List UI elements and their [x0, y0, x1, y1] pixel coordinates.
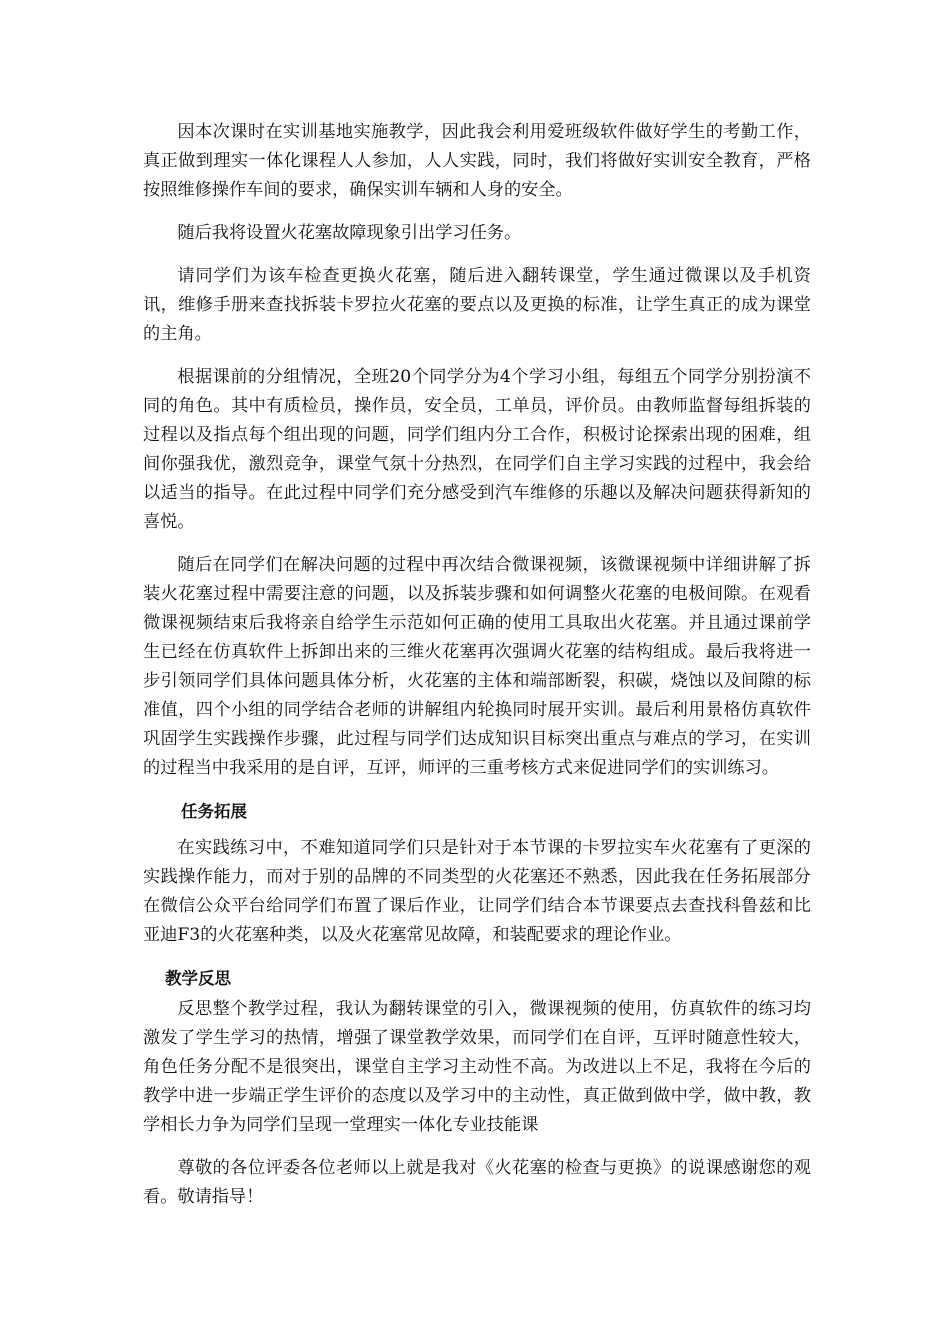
- document-page: [143, 118, 811, 1226]
- paragraph-attendance-safety: 因本次课时在实训基地实施教学，因此我会利用爱班级软件做好学生的考勤工作，真正做到理实一体化课程人人参加，人人实践，同时，我们将做好实训安全教育，严格按照维修操作车间的要求，确保实训车辆和人身的安全。: [143, 122, 811, 200]
- paragraph-task-extension: 在实践练习中，不难知道同学们只是针对于本节课的卡罗拉实车火花塞有了更深的实践操作能力，而对于别的品牌的不同类型的火花塞还不熟悉，因此我在任务拓展部分在微信公众平台给同学们布置了课后作业，让同学们结合本节课要点去查找科鲁兹和比亚迪F3的火花塞种类，以及火花塞常见故障，和装配要求的理论作业。: [143, 838, 811, 945]
- paragraph-closing: 尊敬的各位评委各位老师以上就是我对《火花塞的检查与更换》的说课感谢您的观看。敬请指导！: [143, 1158, 811, 1207]
- heading-task-extension: 任务拓展: [181, 802, 247, 821]
- paragraph-group-roles: 根据课前的分组情况，全班20个同学分为4个学习小组，每组五个同学分别扮演不同的角色。其中有质检员，操作员，安全员，工单员，评价员。由教师监督每组拆装的过程以及指点每个组出现的问题，同学们组内分工合作，积极讨论探索出现的困难，组间你强我优，激烈竞争，课堂气氛十分热烈，在同学们自主学习实践的过程中，我会给以适当的指导。在此过程中同学们充分感受到汽车维修的乐趣以及解决问题获得新知的喜悦。: [143, 367, 811, 532]
- paragraph-micro-lesson: 随后在同学们在解决问题的过程中再次结合微课视频，该微课视频中详细讲解了拆装火花塞过程中需要注意的问题，以及拆装步骤和如何调整火花塞的电极间隙。在观看微课视频结束后我将亲自给学生示范如何正确的使用工具取出火花塞。并且通过课前学生已经在仿真软件上拆卸出来的三维火花塞再次强调火花塞的结构组成。最后我将进一步引领同学们具体问题具体分析，火花塞的主体和端部断裂，积碳，烧蚀以及间隙的标准值，四个小组的同学结合老师的讲解组内轮换同时展开实训。最后利用景格仿真软件巩固学生实践操作步骤，此过程与同学们达成知识目标突出重点与难点的学习，在实训的过程当中我采用的是自评，互评，师评的三重考核方式来促进同学们的实训练习。: [143, 555, 811, 778]
- paragraph-flipped-classroom: 请同学们为该车检查更换火花塞，随后进入翻转课堂，学生通过微课以及手机资讯，维修手册来查找拆装卡罗拉火花塞的要点以及更换的标准，让学生真正的成为课堂的主角。: [143, 266, 811, 344]
- paragraph-task-intro: 随后我将设置火花塞故障现象引出学习任务。: [177, 223, 522, 243]
- paragraph-teaching-reflection: 反思整个教学过程，我认为翻转课堂的引入，微课视频的使用，仿真软件的练习均激发了学生学习的热情，增强了课堂教学效果，而同学们在自评，互评时随意性较大，角色任务分配不是很突出，课堂自主学习主动性不高。为改进以上不足，我将在今后的教学中进一步端正学生评价的态度以及学习中的主动性，真正做到做中学，做中教，教学相长力争为同学们呈现一堂理实一体化专业技能课: [143, 999, 811, 1135]
- heading-teaching-reflection: 教学反思: [165, 969, 231, 988]
